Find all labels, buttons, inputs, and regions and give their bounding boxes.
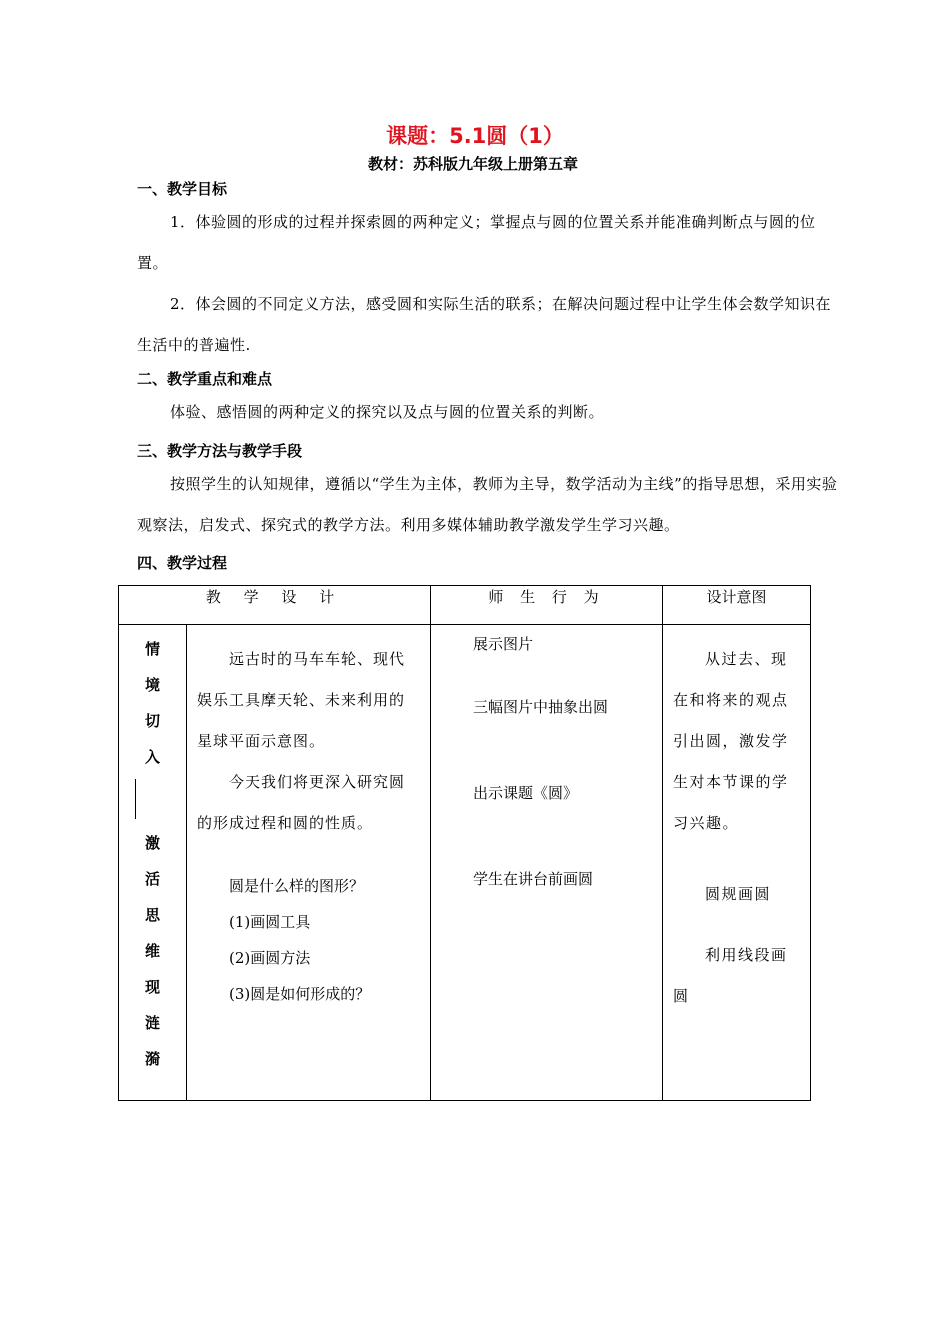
textbook-line: 教材：苏科版九年级上册第五章 <box>368 155 579 173</box>
design-question-3: (3)圆是如何形成的？ <box>229 985 371 1003</box>
heading-process: 四、教学过程 <box>137 554 228 572</box>
table-row <box>119 625 811 1101</box>
lesson-title: 课题：5.1圆（1） <box>386 124 564 148</box>
action-3: 出示课题《圆》 <box>473 784 579 802</box>
design-text-1: 远古时的马车车轮、现代娱乐工具摩天轮、未来利用的星球平面示意图。 <box>197 650 406 750</box>
header-design: 教 学 设 计 <box>119 586 431 625</box>
design-question-1: (1)画圆工具 <box>229 913 311 931</box>
stage-label: 情 境 切 入 激 活 思 维 现 涟 漪 <box>119 625 187 1101</box>
key-points-text: 体验、感悟圆的两种定义的探究以及点与圆的位置关系的判断。 <box>170 403 605 421</box>
intent-3: 利用线段画圆 <box>673 946 788 1005</box>
design-question: 圆是什么样的图形？ <box>229 877 365 895</box>
action-cell <box>431 625 663 1101</box>
lesson-plan-table <box>118 585 811 1101</box>
action-2: 三幅图片中抽象出圆 <box>473 698 609 716</box>
design-text-2: 今天我们将更深入研究圆的形成过程和圆的性质。 <box>197 773 406 832</box>
action-1: 展示图片 <box>473 635 534 653</box>
design-question-2: (2)画圆方法 <box>229 949 311 967</box>
intent-2: 圆规画圆 <box>705 885 772 903</box>
stage-divider <box>135 779 136 819</box>
heading-key-points: 二、教学重点和难点 <box>137 370 273 388</box>
goal-2: 2．体会圆的不同定义方法，感受圆和实际生活的联系；在解决问题过程中让学生体会数学知识在生活中的普遍性. <box>137 295 832 354</box>
intent-cell <box>663 625 811 1101</box>
table-header-row <box>119 586 811 625</box>
header-intent: 设计意图 <box>663 586 811 625</box>
action-4: 学生在讲台前画圆 <box>473 870 594 888</box>
heading-methods: 三、教学方法与教学手段 <box>137 442 303 460</box>
intent-1: 从过去、现在和将来的观点引出圆，激发学生对本节课的学习兴趣。 <box>673 650 789 832</box>
design-cell <box>187 625 431 1101</box>
methods-text: 按照学生的认知规律，遵循以“学生为主体，教师为主导，数学活动为主线”的指导思想，采用实验观察法，启发式、探究式的教学方法。利用多媒体辅助教学激发学生学习兴趣。 <box>137 475 838 534</box>
header-action: 师 生 行 为 <box>431 586 663 625</box>
goal-1: 1．体验圆的形成的过程并探索圆的两种定义；掌握点与圆的位置关系并能准确判断点与圆的位置。 <box>137 213 816 272</box>
heading-teaching-goals: 一、教学目标 <box>137 180 228 198</box>
